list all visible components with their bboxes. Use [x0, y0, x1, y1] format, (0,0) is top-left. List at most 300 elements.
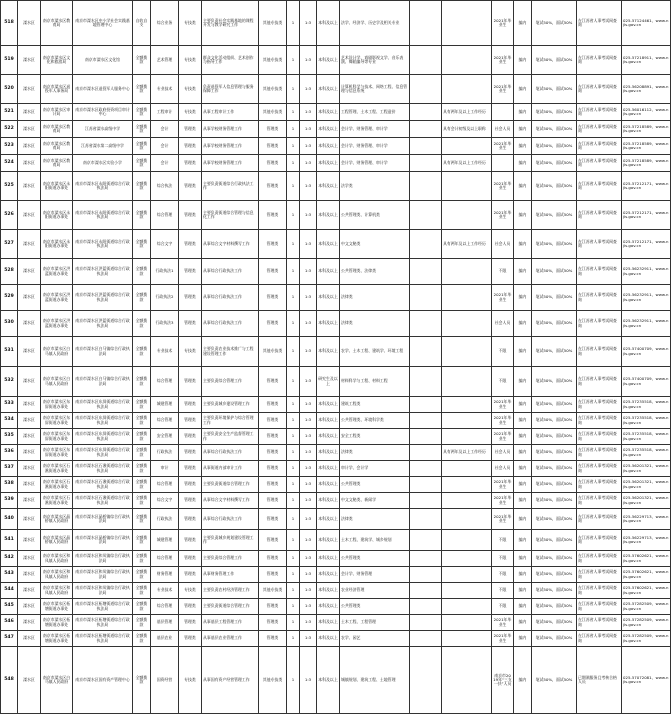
- education-cell: 本科及以上: [317, 201, 340, 230]
- other-requirement-cell: [410, 155, 442, 172]
- recruit-number-cell: 1: [287, 493, 300, 509]
- exam-ratio-cell: 1:3: [300, 551, 317, 567]
- exam-ratio-cell: 1:3: [300, 138, 317, 155]
- score-weight-cell: 笔试50%，面试50%: [532, 201, 577, 230]
- funding-type-cell: 全额拨款: [133, 647, 151, 714]
- table-row: [1, 1, 671, 46]
- district-cell: 溧水区: [18, 413, 41, 429]
- contact-phone-cell: 025-56016112、www.njls.gov.cn: [622, 104, 671, 121]
- table-row: [1, 429, 671, 445]
- duty-description-cell: 从事学校财务管理工作: [202, 138, 259, 155]
- department-cell: 南京市溧水区东屏街道办事处: [41, 413, 73, 429]
- exam-type-cell: 管理类: [259, 615, 287, 631]
- post-category-cell: 行政执法: [151, 445, 179, 461]
- exam-ratio-cell: 1:3: [300, 259, 317, 285]
- education-cell: 本科及以上: [317, 493, 340, 509]
- row-number: 534: [1, 413, 18, 429]
- recruit-target-cell: 2021年毕业生: [492, 1, 514, 46]
- funding-type-cell: 全额拨款: [133, 567, 151, 583]
- exam-ratio-cell: 1:3: [300, 631, 317, 647]
- duty-description-cell: 从事财务管理工作: [202, 567, 259, 583]
- funding-type-cell: 全额拨款: [133, 138, 151, 155]
- row-number: 520: [1, 75, 18, 104]
- department-cell: 南京市溧水区白马镇人民政府: [41, 367, 73, 397]
- table-row: [1, 121, 671, 138]
- other-requirement-cell: [410, 285, 442, 311]
- contact-note-cell: 在江苏省人事考试网查询: [577, 172, 622, 201]
- other-requirement-cell: [410, 259, 442, 285]
- staffing-type-cell: 编内: [514, 615, 532, 631]
- exam-type-cell: 管理类: [259, 138, 287, 155]
- duty-description-cell: 从事基层工程管理工作: [202, 615, 259, 631]
- score-weight-cell: 笔试50%，面试50%: [532, 477, 577, 493]
- other-requirement-cell: [410, 583, 442, 599]
- exam-type-cell: 其他专技类: [259, 337, 287, 367]
- recruit-number-cell: 1: [287, 46, 300, 75]
- table-row: [1, 337, 671, 367]
- district-cell: 溧水区: [18, 367, 41, 397]
- unit-cell: 南京市溧水区柘塘街道综合行政执法局: [73, 599, 133, 615]
- duty-description-cell: 主要负责街道综合管理工作: [202, 599, 259, 615]
- education-cell: 研究生及以上: [317, 367, 340, 397]
- major-requirement-cell: 城镇规划、建筑工程、土地管理: [340, 647, 410, 714]
- score-weight-cell: 笔试50%，面试50%: [532, 46, 577, 75]
- experience-requirement-cell: [442, 259, 492, 285]
- recruit-target-cell: [492, 155, 514, 172]
- exam-ratio-cell: 1:3: [300, 445, 317, 461]
- other-requirement-cell: [410, 493, 442, 509]
- exam-ratio-cell: 1:3: [300, 509, 317, 530]
- experience-requirement-cell: 具有会计初级及以上职称: [442, 121, 492, 138]
- contact-phone-cell: 025-57282509、www.njls.gov.cn: [622, 631, 671, 647]
- funding-type-cell: 全额拨款: [133, 445, 151, 461]
- duty-description-cell: 从事工程审计工作: [202, 104, 259, 121]
- contact-phone-cell: 025-56201321、www.njls.gov.cn: [622, 477, 671, 493]
- post-category-cell: 综合管理: [151, 599, 179, 615]
- recruit-target-cell: 社会人员: [492, 445, 514, 461]
- duty-description-cell: 主要负责街道综合行政执法工作: [202, 172, 259, 201]
- funding-type-cell: 全额拨款: [133, 477, 151, 493]
- staffing-type-cell: 编内: [514, 285, 532, 311]
- district-cell: 溧水区: [18, 75, 41, 104]
- post-level-cell: 专技类: [179, 583, 202, 599]
- post-level-cell: 管理类: [179, 493, 202, 509]
- education-cell: 本科及以上: [317, 75, 340, 104]
- other-requirement-cell: [410, 201, 442, 230]
- contact-note-cell: 在江苏省人事考试网查询: [577, 121, 622, 138]
- row-number: 535: [1, 429, 18, 445]
- department-cell: 南京市溧水区和凤镇人民政府: [41, 551, 73, 567]
- experience-requirement-cell: [442, 530, 492, 551]
- unit-cell: 南京市溧水区石湫街道综合行政执法局: [73, 461, 133, 477]
- post-level-cell: 管理类: [179, 155, 202, 172]
- unit-cell: 南京市溧水区洪蓝街道综合行政执法局: [73, 285, 133, 311]
- contact-phone-cell: 025-57400709、www.njls.gov.cn: [622, 337, 671, 367]
- experience-requirement-cell: [442, 551, 492, 567]
- row-number: 542: [1, 551, 18, 567]
- district-cell: 溧水区: [18, 631, 41, 647]
- unit-cell: 南京市溧水区东屏街道综合行政执法局: [73, 397, 133, 413]
- row-number: 538: [1, 477, 18, 493]
- recruit-number-cell: 1: [287, 567, 300, 583]
- funding-type-cell: 全额拨款: [133, 367, 151, 397]
- table-row: [1, 367, 671, 397]
- recruit-number-cell: 1: [287, 429, 300, 445]
- major-requirement-cell: 法学类: [340, 172, 410, 201]
- department-cell: 南京市溧水区永阳街道办事处: [41, 172, 73, 201]
- education-cell: 本科及以上: [317, 104, 340, 121]
- row-number: 540: [1, 509, 18, 530]
- other-requirement-cell: [410, 647, 442, 714]
- major-requirement-cell: 法律类: [340, 509, 410, 530]
- duty-description-cell: 主要负责城乡建设管理工作: [202, 397, 259, 413]
- staffing-type-cell: 编内: [514, 631, 532, 647]
- recruit-number-cell: 1: [287, 615, 300, 631]
- experience-requirement-cell: [442, 367, 492, 397]
- post-level-cell: 专技类: [179, 46, 202, 75]
- contact-phone-cell: 025-56232911、www.njls.gov.cn: [622, 311, 671, 337]
- district-cell: 溧水区: [18, 551, 41, 567]
- row-number: 521: [1, 104, 18, 121]
- post-category-cell: 行政执法1: [151, 259, 179, 285]
- unit-cell: 南京市溧水区晶桥镇综合行政执法局: [73, 509, 133, 530]
- education-cell: 本科及以上: [317, 337, 340, 367]
- staffing-type-cell: 编内: [514, 367, 532, 397]
- other-requirement-cell: [410, 311, 442, 337]
- unit-cell: 南京市溧水区永阳街道综合行政执法局: [73, 230, 133, 259]
- district-cell: 溧水区: [18, 429, 41, 445]
- duty-description-cell: 从事综合行政执法工作: [202, 311, 259, 337]
- duty-description-cell: 群众文化活动组织、艺术创作与指导工作: [202, 46, 259, 75]
- district-cell: 溧水区: [18, 583, 41, 599]
- exam-ratio-cell: 1:3: [300, 647, 317, 714]
- unit-cell: 南京市溧水区实验小学: [73, 155, 133, 172]
- recruit-target-cell: 不限: [492, 530, 514, 551]
- contact-phone-cell: 025-57212171、www.njls.gov.cn: [622, 201, 671, 230]
- staffing-type-cell: 编内: [514, 155, 532, 172]
- contact-phone-cell: 025-56201321、www.njls.gov.cn: [622, 493, 671, 509]
- major-requirement-cell: 土木工程、建筑学、城乡规划: [340, 530, 410, 551]
- post-level-cell: 管理类: [179, 567, 202, 583]
- recruit-number-cell: 1: [287, 337, 300, 367]
- post-category-cell: 基层管理: [151, 615, 179, 631]
- contact-note-cell: 在江苏省人事考试网查询: [577, 104, 622, 121]
- department-cell: 南京市溧水区永阳街道办事处: [41, 230, 73, 259]
- duty-description-cell: 主要负责街道综合管理工作: [202, 477, 259, 493]
- exam-ratio-cell: 1:3: [300, 367, 317, 397]
- recruit-target-cell: 2021年毕业生: [492, 201, 514, 230]
- education-cell: 本科及以上: [317, 397, 340, 413]
- funding-type-cell: 全额拨款: [133, 172, 151, 201]
- funding-type-cell: 全额拨款: [133, 75, 151, 104]
- department-cell: 南京市溧水区东屏街道办事处: [41, 445, 73, 461]
- funding-type-cell: 全额拨款: [133, 259, 151, 285]
- staffing-type-cell: 编内: [514, 509, 532, 530]
- unit-cell: 南京市溧水区东屏街道综合行政执法局: [73, 445, 133, 461]
- education-cell: 本科及以上: [317, 285, 340, 311]
- exam-type-cell: 管理类: [259, 413, 287, 429]
- recruit-target-cell: 社会人员: [492, 311, 514, 337]
- score-weight-cell: 笔试50%，面试50%: [532, 509, 577, 530]
- staffing-type-cell: 编内: [514, 138, 532, 155]
- row-number: 541: [1, 530, 18, 551]
- post-category-cell: 城建管理: [151, 530, 179, 551]
- post-level-cell: 管理类: [179, 445, 202, 461]
- other-requirement-cell: [410, 509, 442, 530]
- contact-phone-cell: 025-56229713、www.njls.gov.cn: [622, 530, 671, 551]
- district-cell: 溧水区: [18, 285, 41, 311]
- exam-ratio-cell: 1:3: [300, 1, 317, 46]
- table-row: [1, 493, 671, 509]
- exam-type-cell: 其他专技类: [259, 647, 287, 714]
- experience-requirement-cell: 具有两年及以上工作经历: [442, 155, 492, 172]
- unit-cell: 南京市溧水区洪蓝街道综合行政执法局: [73, 259, 133, 285]
- duty-description-cell: 从事基层农业管理工作: [202, 631, 259, 647]
- education-cell: 本科及以上: [317, 567, 340, 583]
- education-cell: 本科及以上: [317, 311, 340, 337]
- recruit-target-cell: 2021年毕业生: [492, 477, 514, 493]
- funding-type-cell: 全额拨款: [133, 509, 151, 530]
- recruit-target-cell: 社会人员: [492, 121, 514, 138]
- exam-ratio-cell: 1:3: [300, 429, 317, 445]
- recruit-target-cell: [492, 104, 514, 121]
- funding-type-cell: 全额拨款: [133, 429, 151, 445]
- post-level-cell: 管理类: [179, 172, 202, 201]
- staffing-type-cell: 编内: [514, 397, 532, 413]
- department-cell: 南京市溧水区晶桥镇人民政府: [41, 530, 73, 551]
- score-weight-cell: 笔试50%，面试50%: [532, 413, 577, 429]
- table-body: [1, 1, 671, 714]
- unit-cell: 南京市溧水区东屏街道综合行政执法局: [73, 429, 133, 445]
- recruit-target-cell: 2021年毕业生: [492, 285, 514, 311]
- exam-ratio-cell: 1:3: [300, 104, 317, 121]
- funding-type-cell: 全额拨款: [133, 201, 151, 230]
- contact-note-cell: 在江苏省人事考试网查询: [577, 285, 622, 311]
- exam-type-cell: 管理类: [259, 259, 287, 285]
- post-category-cell: 综合管理: [151, 413, 179, 429]
- contact-note-cell: 在江苏省人事考试网查询: [577, 397, 622, 413]
- staffing-type-cell: 编内: [514, 583, 532, 599]
- exam-type-cell: 其他专技类: [259, 46, 287, 75]
- post-category-cell: 专业技术: [151, 337, 179, 367]
- contact-note-cell: 在江苏省人事考试网查询: [577, 201, 622, 230]
- recruit-target-cell: 不限: [492, 583, 514, 599]
- post-category-cell: 会计: [151, 138, 179, 155]
- department-cell: 南京市溧水区石湫街道办事处: [41, 461, 73, 477]
- funding-type-cell: 全额拨款: [133, 155, 151, 172]
- row-number: 536: [1, 445, 18, 461]
- funding-type-cell: 全额拨款: [133, 230, 151, 259]
- experience-requirement-cell: [442, 461, 492, 477]
- contact-phone-cell: 025-57400709、www.njls.gov.cn: [622, 367, 671, 397]
- post-level-cell: 管理类: [179, 367, 202, 397]
- contact-note-cell: 在江苏省人事考试网查询: [577, 631, 622, 647]
- contact-phone-cell: 025-57235518、www.njls.gov.cn: [622, 413, 671, 429]
- row-number: 546: [1, 615, 18, 631]
- exam-ratio-cell: 1:3: [300, 461, 317, 477]
- exam-ratio-cell: 1:3: [300, 530, 317, 551]
- post-category-cell: 安全管理: [151, 429, 179, 445]
- unit-cell: 南京市溧水区中小学社会实践基地管理中心: [73, 1, 133, 46]
- score-weight-cell: 笔试50%，面试50%: [532, 429, 577, 445]
- experience-requirement-cell: [442, 509, 492, 530]
- department-cell: 南京市溧水区白马镇人民政府: [41, 337, 73, 367]
- recruit-number-cell: 1: [287, 1, 300, 46]
- contact-note-cell: 在江苏省人事考试网查询: [577, 615, 622, 631]
- table-row: [1, 397, 671, 413]
- row-number: 522: [1, 121, 18, 138]
- recruit-target-cell: 不限: [492, 259, 514, 285]
- experience-requirement-cell: 具有两年及以上工作经历: [442, 104, 492, 121]
- contact-note-cell: 在江苏省人事考试网查询: [577, 477, 622, 493]
- recruit-target-cell: 2021年毕业生: [492, 429, 514, 445]
- post-level-cell: 管理类: [179, 631, 202, 647]
- recruit-target-cell: 南京市2019年“三支一扶”人员: [492, 647, 514, 714]
- major-requirement-cell: 中文文秘类: [340, 230, 410, 259]
- contact-phone-cell: 025-57235518、www.njls.gov.cn: [622, 445, 671, 461]
- score-weight-cell: 笔试50%，面试50%: [532, 259, 577, 285]
- exam-type-cell: 管理类: [259, 172, 287, 201]
- education-cell: 本科及以上: [317, 413, 340, 429]
- table-row: [1, 230, 671, 259]
- contact-note-cell: 在江苏省人事考试网查询: [577, 413, 622, 429]
- unit-cell: 南京市溧水区永阳街道综合行政执法局: [73, 201, 133, 230]
- funding-type-cell: 全额拨款: [133, 121, 151, 138]
- unit-cell: 南京市溧水区东屏街道综合行政执法局: [73, 413, 133, 429]
- contact-note-cell: 在江苏省人事考试网查询: [577, 509, 622, 530]
- exam-type-cell: 管理类: [259, 311, 287, 337]
- contact-phone-cell: 025-57072081、www.njls.gov.cn: [622, 647, 671, 714]
- experience-requirement-cell: [442, 311, 492, 337]
- exam-type-cell: 其他专技类: [259, 1, 287, 46]
- row-number: 539: [1, 493, 18, 509]
- score-weight-cell: 笔试50%，面试50%: [532, 461, 577, 477]
- other-requirement-cell: [410, 121, 442, 138]
- recruit-number-cell: 1: [287, 583, 300, 599]
- exam-type-cell: 管理类: [259, 121, 287, 138]
- experience-requirement-cell: [442, 285, 492, 311]
- major-requirement-cell: 公共管理类: [340, 477, 410, 493]
- score-weight-cell: 笔试50%，面试50%: [532, 551, 577, 567]
- unit-cell: 南京市溧水区石湫街道综合行政执法局: [73, 493, 133, 509]
- major-requirement-cell: 农业经济管理: [340, 583, 410, 599]
- district-cell: 溧水区: [18, 477, 41, 493]
- exam-type-cell: 管理类: [259, 230, 287, 259]
- district-cell: 溧水区: [18, 397, 41, 413]
- duty-description-cell: 主要负责综合管理工作: [202, 551, 259, 567]
- experience-requirement-cell: [442, 172, 492, 201]
- duty-description-cell: 主要负责街道综合管理与信息化工作: [202, 201, 259, 230]
- unit-cell: 南京市溧水区柘塘街道综合行政执法局: [73, 615, 133, 631]
- duty-description-cell: 主要负责环境保护与综合管理工作: [202, 413, 259, 429]
- exam-ratio-cell: 1:3: [300, 75, 317, 104]
- recruit-number-cell: 1: [287, 477, 300, 493]
- district-cell: 溧水区: [18, 1, 41, 46]
- department-cell: 南京市溧水区教育局: [41, 155, 73, 172]
- major-requirement-cell: 公共管理类、计算机类: [340, 201, 410, 230]
- contact-phone-cell: 025-57602621、www.njls.gov.cn: [622, 567, 671, 583]
- staffing-type-cell: 编内: [514, 259, 532, 285]
- major-requirement-cell: 法律类: [340, 285, 410, 311]
- post-category-cell: 综合文字: [151, 230, 179, 259]
- major-requirement-cell: 会计学、财务管理、审计学: [340, 121, 410, 138]
- exam-type-cell: 管理类: [259, 397, 287, 413]
- contact-note-cell: 在江苏省人事考试网查询: [577, 599, 622, 615]
- score-weight-cell: 笔试50%，面试50%: [532, 337, 577, 367]
- score-weight-cell: 笔试50%，面试50%: [532, 583, 577, 599]
- other-requirement-cell: [410, 413, 442, 429]
- recruit-number-cell: 1: [287, 201, 300, 230]
- post-category-cell: 综合管理: [151, 201, 179, 230]
- recruit-number-cell: 1: [287, 509, 300, 530]
- row-number: 537: [1, 461, 18, 477]
- experience-requirement-cell: [442, 599, 492, 615]
- table-row: [1, 311, 671, 337]
- score-weight-cell: 笔试50%，面试50%: [532, 397, 577, 413]
- experience-requirement-cell: [442, 337, 492, 367]
- post-level-cell: 专技类: [179, 104, 202, 121]
- funding-type-cell: 全额拨款: [133, 530, 151, 551]
- unit-cell: 南京市溧水区白马镇综合行政执法局: [73, 337, 133, 367]
- staffing-type-cell: 编内: [514, 413, 532, 429]
- staffing-type-cell: 编内: [514, 461, 532, 477]
- contact-phone-cell: 025-57212171、www.njls.gov.cn: [622, 172, 671, 201]
- contact-note-cell: 在江苏省人事考试网查询: [577, 1, 622, 46]
- recruit-target-cell: 2021年毕业生: [492, 631, 514, 647]
- contact-note-cell: 在江苏省人事考试网查询: [577, 155, 622, 172]
- recruit-target-cell: 2021年毕业生: [492, 413, 514, 429]
- funding-type-cell: 全额拨款: [133, 461, 151, 477]
- recruit-target-cell: 2021年毕业生: [492, 172, 514, 201]
- education-cell: 本科及以上: [317, 46, 340, 75]
- funding-type-cell: 全额拨款: [133, 583, 151, 599]
- education-cell: 本科及以上: [317, 138, 340, 155]
- contact-note-cell: 在江苏省人事考试网查询: [577, 138, 622, 155]
- recruit-target-cell: 2021年毕业生: [492, 46, 514, 75]
- district-cell: 溧水区: [18, 46, 41, 75]
- experience-requirement-cell: [442, 567, 492, 583]
- unit-cell: 南京市溧水区石湫街道综合行政执法局: [73, 477, 133, 493]
- table-row: [1, 647, 671, 714]
- exam-ratio-cell: 1:3: [300, 615, 317, 631]
- duty-description-cell: 从事综合行政执法工作: [202, 509, 259, 530]
- post-level-cell: 管理类: [179, 201, 202, 230]
- exam-type-cell: 管理类: [259, 567, 287, 583]
- score-weight-cell: 笔试50%，面试50%: [532, 599, 577, 615]
- funding-type-cell: 全额拨款: [133, 615, 151, 631]
- table-row: [1, 75, 671, 104]
- exam-ratio-cell: 1:3: [300, 413, 317, 429]
- score-weight-cell: 笔试50%，面试50%: [532, 285, 577, 311]
- other-requirement-cell: [410, 615, 442, 631]
- contact-note-cell: 在江苏省人事考试网查询: [577, 311, 622, 337]
- exam-type-cell: 其他专技类: [259, 104, 287, 121]
- unit-cell: 南京市溧水区文化馆: [73, 46, 133, 75]
- recruit-target-cell: 不限: [492, 367, 514, 397]
- experience-requirement-cell: [442, 429, 492, 445]
- other-requirement-cell: [410, 172, 442, 201]
- row-number: 543: [1, 567, 18, 583]
- district-cell: 溧水区: [18, 615, 41, 631]
- district-cell: 溧水区: [18, 230, 41, 259]
- staffing-type-cell: 编内: [514, 493, 532, 509]
- contact-phone-cell: 025-57218589、www.njls.gov.cn: [622, 155, 671, 172]
- other-requirement-cell: [410, 1, 442, 46]
- education-cell: 本科及以上: [317, 615, 340, 631]
- post-category-cell: 综合管理: [151, 551, 179, 567]
- funding-type-cell: 全额拨款: [133, 631, 151, 647]
- exam-type-cell: 管理类: [259, 429, 287, 445]
